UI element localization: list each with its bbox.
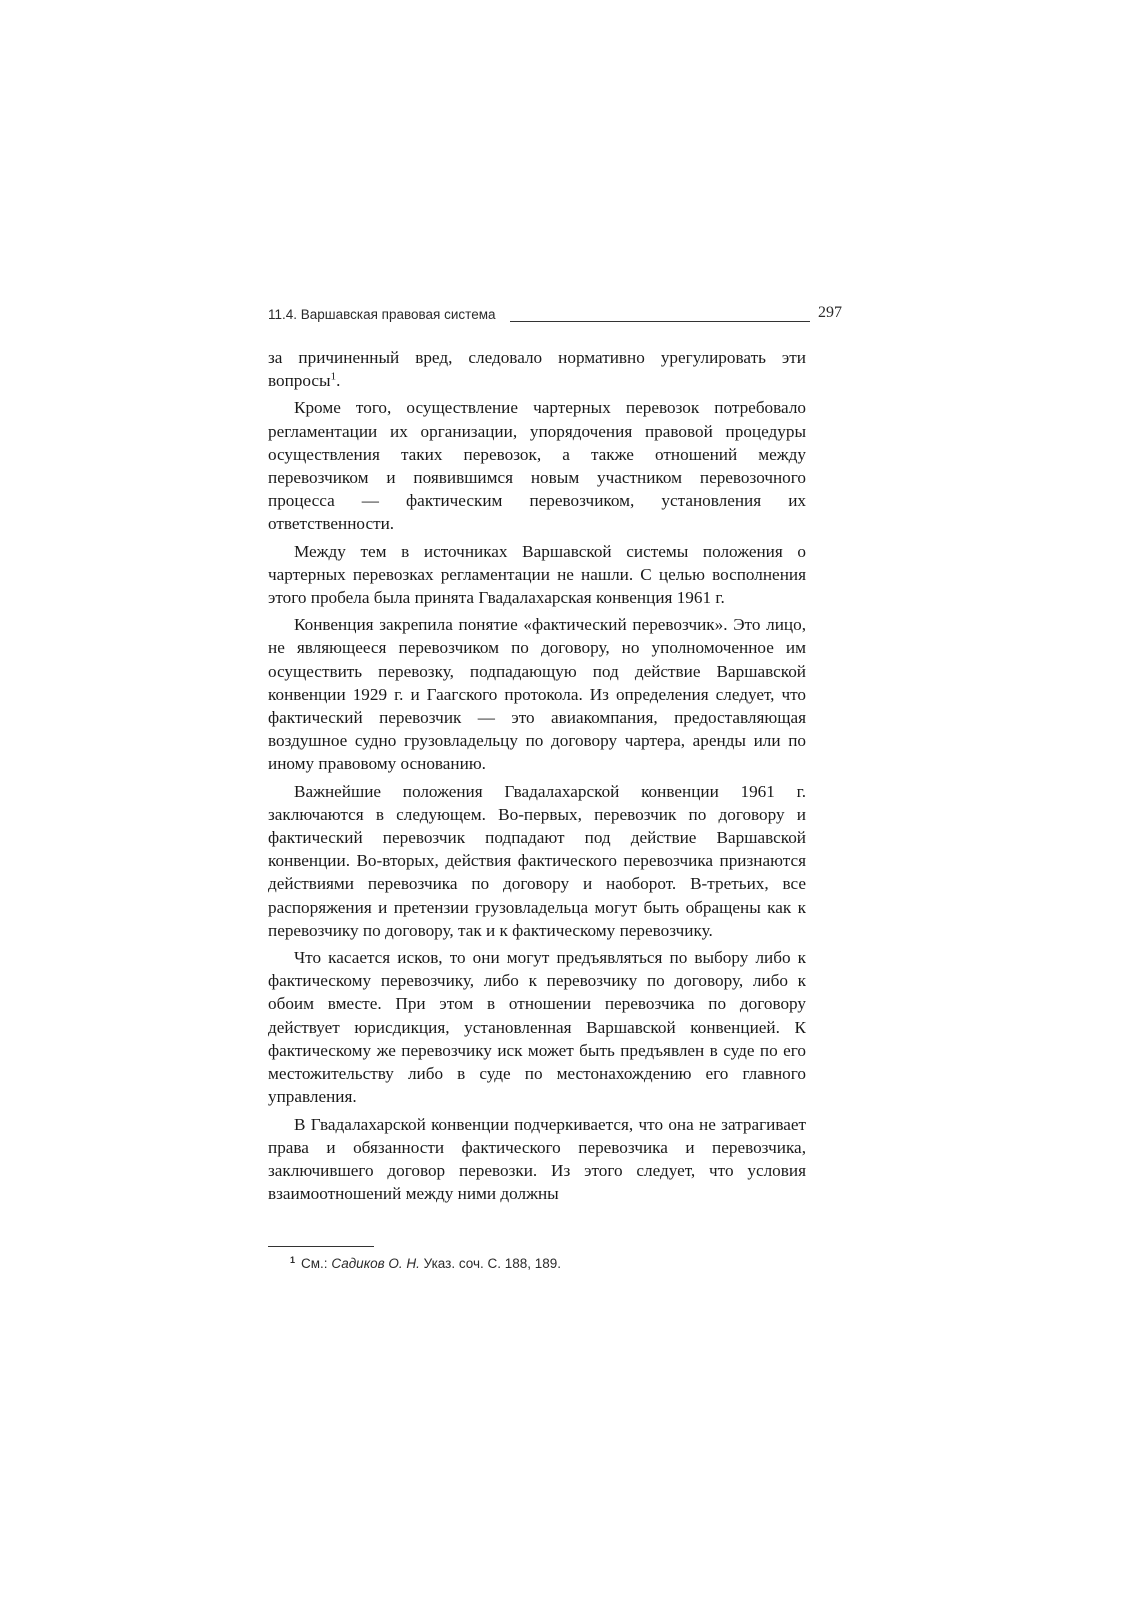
footnote-number: 1 — [290, 1254, 296, 1265]
footnote-author: Садиков О. Н. — [331, 1256, 420, 1271]
running-header — [268, 302, 842, 326]
running-title: 11.4. Варшавская правовая система — [268, 307, 496, 322]
paragraph-1-end: . — [336, 371, 341, 391]
footnote-reference[interactable]: 1 — [330, 370, 337, 383]
header-rule — [510, 321, 811, 322]
paragraph-3: Между тем в источниках Варшавской системы положения о чартерных перевозках регламентации не нашли. С целью восполнения этого пробела была принята Гвадалахарская конвенция 1961 г. — [268, 541, 806, 608]
paragraph-2: Кроме того, осуществление чартерных перевозок потребовало регламентации их организации, упорядочения правовой процедуры осуществления таких перевозок, а также отношений между перевозчиком и появившимся новым участником перевозочного процесса — фактическим перевозчиком, установления их ответственности. — [268, 398, 806, 534]
page-number: 297 — [818, 304, 842, 321]
footnote — [290, 1256, 810, 1271]
paragraph-1-text: за причиненный вред, следовало нормативно урегулировать эти вопросы — [268, 348, 806, 391]
footnote-prefix: См.: — [301, 1256, 332, 1271]
paragraph-4: Конвенция закрепила понятие «фактический перевозчик». Это лицо, не являющееся перевозчиком по договору, но уполномоченное им осуществить перевозку, подпадающую под действие Варшавской конвенции 1929 г. и Гаагского протокола. Из определения следует, что фактический перевозчик — это авиакомпания, предоставляющая воздушное судно грузовладельцу по договору чартера, аренды или по иному правовому основанию. — [268, 615, 806, 774]
paragraph-6: Что касается исков, то они могут предъявляться по выбору либо к фактическому перевозчику, либо к перевозчику по договору, либо к обоим вместе. При этом в отношении перевозчика по договору действует юрисдикция, установленная Варшавской конвенцией. К фактическому же перевозчику иск может быть предъявлен в суде по его местожительству либо в суде по местонахождению его главного управления. — [268, 948, 806, 1107]
paragraph-7: В Гвадалахарской конвенции подчеркивается, что она не затрагивает права и обязанности фактического перевозчика и перевозчика, заключившего договор перевозки. Из этого следует, что условия взаимоотношений между ними должны — [268, 1114, 806, 1204]
paragraph-5: Важнейшие положения Гвадалахарской конвенции 1961 г. заключаются в следующем. Во-первых, перевозчик по договору и фактический перевозчик подпадают под действие Варшавской конвенции. Во-вторых, действия фактического перевозчика признаются действиями перевозчика по договору и наоборот. В-третьих, все распоряжения и претензии грузовладельца могут быть обращены как к перевозчику по договору, так и к фактическому перевозчику. — [268, 781, 806, 940]
paragraph-1 — [268, 346, 806, 392]
body-text — [268, 346, 806, 1209]
footnote-citation: Указ. соч. С. 188, 189. — [419, 1256, 562, 1271]
footnote-rule — [268, 1246, 374, 1247]
